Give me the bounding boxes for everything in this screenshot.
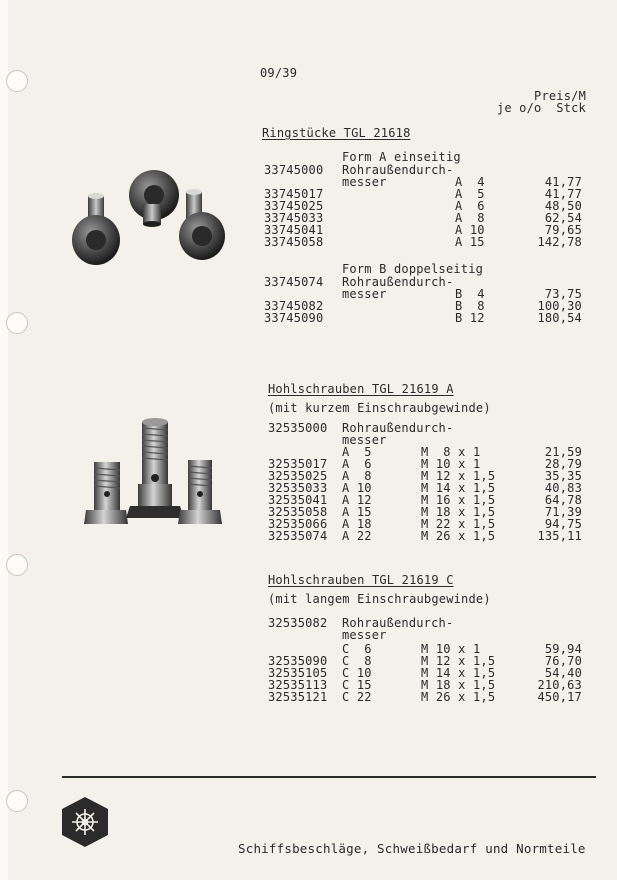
page-number: 09/39: [260, 66, 298, 80]
table-row: 33745017: [264, 187, 324, 201]
table-row: 32535041: [268, 493, 328, 507]
form-a-heading: Form A einseitig: [342, 150, 461, 164]
size-cell: A 15: [455, 235, 485, 249]
size-cell: A 6: [342, 457, 372, 471]
table-row: 33745025: [264, 199, 324, 213]
price-cell: 54,40: [544, 666, 582, 680]
price-cell: 28,79: [544, 457, 582, 471]
price-cell: 62,54: [544, 211, 582, 225]
section-subtitle: (mit langem Einschraubgewinde): [268, 592, 491, 606]
price-cell: 79,65: [544, 223, 582, 237]
price-cell: 73,75: [544, 287, 582, 301]
size-cell: A 18: [342, 517, 372, 531]
punch-hole: [6, 70, 28, 92]
column-label: messer: [342, 628, 387, 642]
thread-cell: M 8 x 1: [421, 445, 481, 459]
table-row: 33745074: [264, 275, 324, 289]
table-row: 32535113: [268, 678, 328, 692]
thread-cell: M 10 x 1: [421, 457, 481, 471]
table-row: 33745058: [264, 235, 324, 249]
table-row: 32535033: [268, 481, 328, 495]
price-cell: 450,17: [537, 690, 582, 704]
thread-cell: M 12 x 1,5: [421, 654, 496, 668]
size-cell: B 12: [455, 311, 485, 325]
size-cell: A 22: [342, 529, 372, 543]
price-cell: 100,30: [537, 299, 582, 313]
price-cell: 40,83: [544, 481, 582, 495]
thread-cell: M 12 x 1,5: [421, 469, 496, 483]
table-row: 33745082: [264, 299, 324, 313]
price-cell: 59,94: [544, 642, 582, 656]
table-row: 32535082: [268, 616, 328, 630]
size-cell: A 10: [342, 481, 372, 495]
table-row: 33745033: [264, 211, 324, 225]
section-subtitle: (mit kurzem Einschraubgewinde): [268, 401, 491, 415]
section-title-ringstuecke: Ringstücke TGL 21618: [262, 126, 411, 140]
column-label: messer: [342, 175, 387, 189]
size-cell: A 5: [342, 445, 372, 459]
ring-fittings-photo: [72, 168, 244, 272]
size-cell: A 12: [342, 493, 372, 507]
size-cell: A 4: [455, 175, 485, 189]
page-edge: [0, 0, 8, 880]
price-cell: 21,59: [544, 445, 582, 459]
thread-cell: M 14 x 1,5: [421, 666, 496, 680]
table-row: 32535121: [268, 690, 328, 704]
column-label: messer: [342, 433, 387, 447]
table-row: 32535000: [268, 421, 328, 435]
price-header-line1: Preis/M: [534, 89, 586, 103]
footer-caption: Schiffsbeschläge, Schweißbedarf und Normteile: [238, 841, 586, 856]
price-cell: 64,78: [544, 493, 582, 507]
thread-cell: M 26 x 1,5: [421, 690, 496, 704]
section-title-hohlschrauben-a: Hohlschrauben TGL 21619 A: [268, 382, 454, 396]
size-cell: A 6: [455, 199, 485, 213]
table-row: 32535025: [268, 469, 328, 483]
thread-cell: M 18 x 1,5: [421, 678, 496, 692]
size-cell: C 15: [342, 678, 372, 692]
table-row: 32535105: [268, 666, 328, 680]
table-row: 33745090: [264, 311, 324, 325]
table-row: 32535017: [268, 457, 328, 471]
thread-cell: M 18 x 1,5: [421, 505, 496, 519]
column-label: Rohraußendurch-: [342, 275, 454, 289]
footer-rule: [62, 776, 596, 778]
thread-cell: M 14 x 1,5: [421, 481, 496, 495]
size-cell: C 10: [342, 666, 372, 680]
table-row: 32535058: [268, 505, 328, 519]
price-cell: 71,39: [544, 505, 582, 519]
column-label: Rohraußendurch-: [342, 421, 454, 435]
section-title-hohlschrauben-c: Hohlschrauben TGL 21619 C: [268, 573, 454, 587]
table-row: 32535090: [268, 654, 328, 668]
size-cell: A 5: [455, 187, 485, 201]
price-cell: 76,70: [544, 654, 582, 668]
price-cell: 48,50: [544, 199, 582, 213]
thread-cell: M 16 x 1,5: [421, 493, 496, 507]
price-cell: 135,11: [537, 529, 582, 543]
thread-cell: M 10 x 1: [421, 642, 481, 656]
price-cell: 180,54: [537, 311, 582, 325]
price-cell: 94,75: [544, 517, 582, 531]
price-cell: 142,78: [537, 235, 582, 249]
price-cell: 35,35: [544, 469, 582, 483]
punch-hole: [6, 554, 28, 576]
column-label: Rohraußendurch-: [342, 163, 454, 177]
table-row: 32535066: [268, 517, 328, 531]
size-cell: A 10: [455, 223, 485, 237]
size-cell: B 8: [455, 299, 485, 313]
price-header-line2: je o/o Stck: [496, 101, 586, 115]
size-cell: C 8: [342, 654, 372, 668]
size-cell: C 22: [342, 690, 372, 704]
thread-cell: M 26 x 1,5: [421, 529, 496, 543]
column-label: Rohraußendurch-: [342, 616, 454, 630]
size-cell: A 8: [455, 211, 485, 225]
thread-cell: M 22 x 1,5: [421, 517, 496, 531]
size-cell: C 6: [342, 642, 372, 656]
size-cell: A 8: [342, 469, 372, 483]
size-cell: B 4: [455, 287, 485, 301]
ship-wheel-icon: [62, 797, 108, 847]
form-b-heading: Form B doppelseitig: [342, 262, 484, 276]
size-cell: A 15: [342, 505, 372, 519]
price-cell: 41,77: [544, 187, 582, 201]
price-cell: 41,77: [544, 175, 582, 189]
table-row: 33745000: [264, 163, 324, 177]
price-cell: 210,63: [537, 678, 582, 692]
hollow-screws-short-photo: [84, 418, 236, 530]
table-row: 32535074: [268, 529, 328, 543]
punch-hole: [6, 312, 28, 334]
punch-hole: [6, 790, 28, 812]
table-row: 33745041: [264, 223, 324, 237]
column-label: messer: [342, 287, 387, 301]
